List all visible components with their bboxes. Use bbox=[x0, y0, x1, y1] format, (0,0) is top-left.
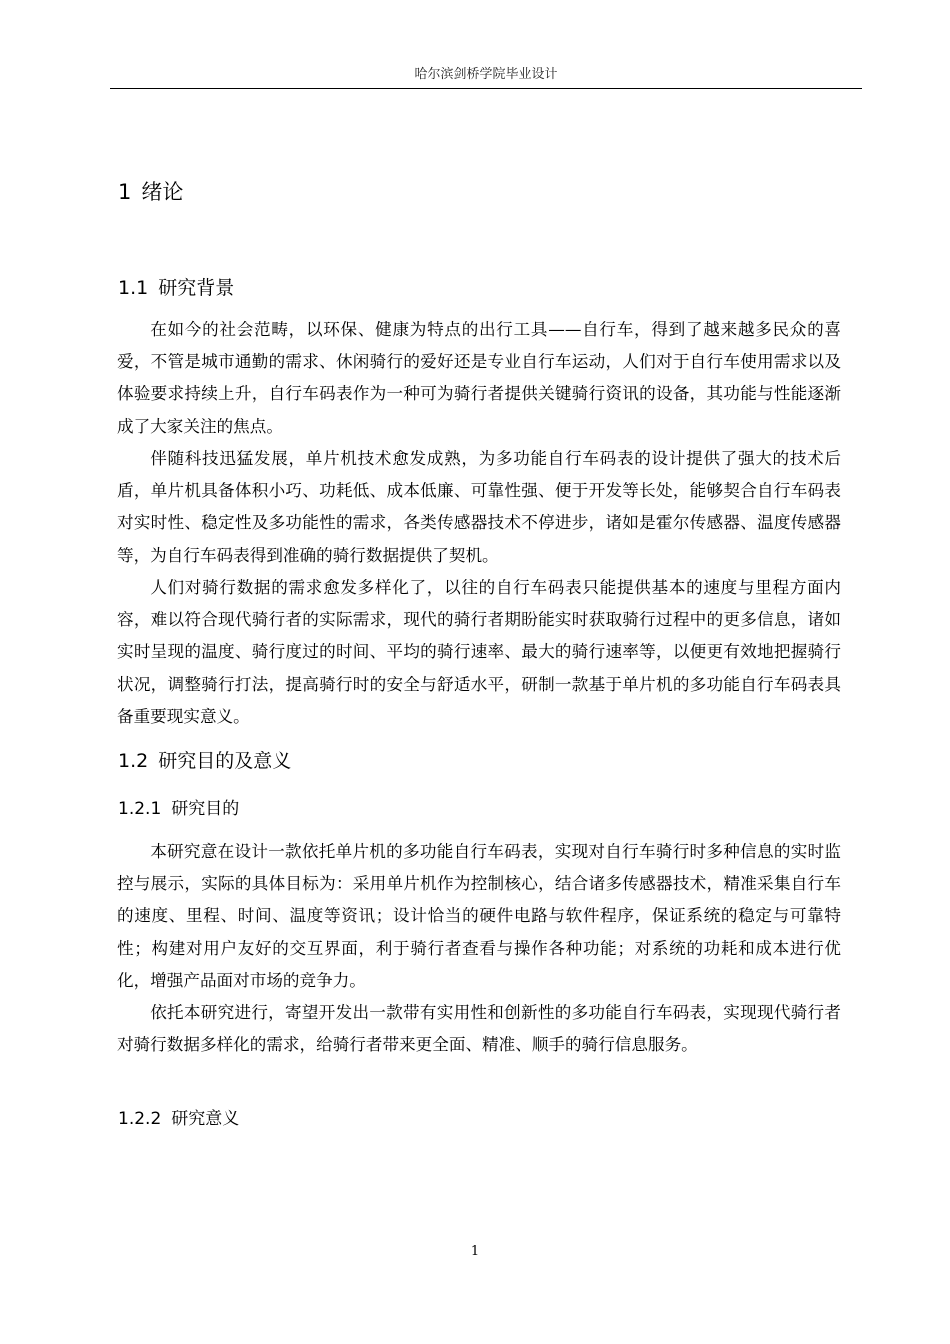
paragraph-aim-1: 本研究意在设计一款依托单片机的多功能自行车码表，实现对自行车骑行时多种信息的实时监控与展示，实际的具体目标为：采用单片机作为控制核心，结合诸多传感器技术，精准采集自行车的速度、里程、时间、温度等资讯；设计恰当的硬件电路与软件程序，保证系统的稳定与可靠特性；构建对用户友好的交互界面，利于骑行者查看与操作各种功能；对系统的功耗和成本进行优化，增强产品面对市场的竞争力。 bbox=[117, 842, 841, 990]
chapter-number: 1 bbox=[118, 180, 132, 204]
subsection-title: 研究目的 bbox=[171, 799, 240, 819]
page-header bbox=[110, 62, 862, 89]
subsection-number: 1.2.1 bbox=[118, 799, 162, 819]
subsection-number: 1.2.2 bbox=[118, 1109, 162, 1129]
subsection-heading-1-2-2 bbox=[118, 1104, 239, 1134]
paragraph-background-1: 在如今的社会范畴，以环保、健康为特点的出行工具——自行车，得到了越来越多民众的喜爱，不管是城市通勤的需求、休闲骑行的爱好还是专业自行车运动，人们对于自行车使用需求以及体验要求持续上升，自行车码表作为一种可为骑行者提供关键骑行资讯的设备，其功能与性能逐渐成了大家关注的焦点。 bbox=[117, 320, 841, 436]
section-heading-1-2 bbox=[118, 745, 291, 777]
section-title: 研究背景 bbox=[158, 277, 235, 299]
page-number: 1 bbox=[470, 1244, 480, 1259]
section-number: 1.2 bbox=[118, 750, 149, 772]
header-title: 哈尔滨剑桥学院毕业设计 bbox=[414, 67, 558, 82]
section-heading-1-1 bbox=[118, 272, 234, 304]
subsection-heading-1-2-1 bbox=[118, 794, 239, 824]
paragraph-aim-2: 依托本研究进行，寄望开发出一款带有实用性和创新性的多功能自行车码表，实现现代骑行者对骑行数据多样化的需求，给骑行者带来更全面、精准、顺手的骑行信息服务。 bbox=[117, 1003, 841, 1055]
chapter-heading bbox=[118, 174, 183, 210]
section-number: 1.1 bbox=[118, 277, 149, 299]
paragraph-background-3: 人们对骑行数据的需求愈发多样化了，以往的自行车码表只能提供基本的速度与里程方面内容，难以符合现代骑行者的实际需求，现代的骑行者期盼能实时获取骑行过程中的更多信息，诸如实时呈现的温度、骑行度过的时间、平均的骑行速率、最大的骑行速率等，以便更有效地把握骑行状况，调整骑行打法，提高骑行时的安全与舒适水平，研制一款基于单片机的多功能自行车码表具备重要现实意义。 bbox=[117, 578, 841, 726]
section-title: 研究目的及意义 bbox=[158, 750, 292, 772]
chapter-title: 绪论 bbox=[141, 180, 184, 204]
subsection-title: 研究意义 bbox=[171, 1109, 240, 1129]
paragraph-background-2: 伴随科技迅猛发展，单片机技术愈发成熟，为多功能自行车码表的设计提供了强大的技术后盾，单片机具备体积小巧、功耗低、成本低廉、可靠性强、便于开发等长处，能够契合自行车码表对实时性、稳定性及多功能性的需求，各类传感器技术不停进步，诸如是霍尔传感器、温度传感器等，为自行车码表得到准确的骑行数据提供了契机。 bbox=[117, 449, 841, 565]
